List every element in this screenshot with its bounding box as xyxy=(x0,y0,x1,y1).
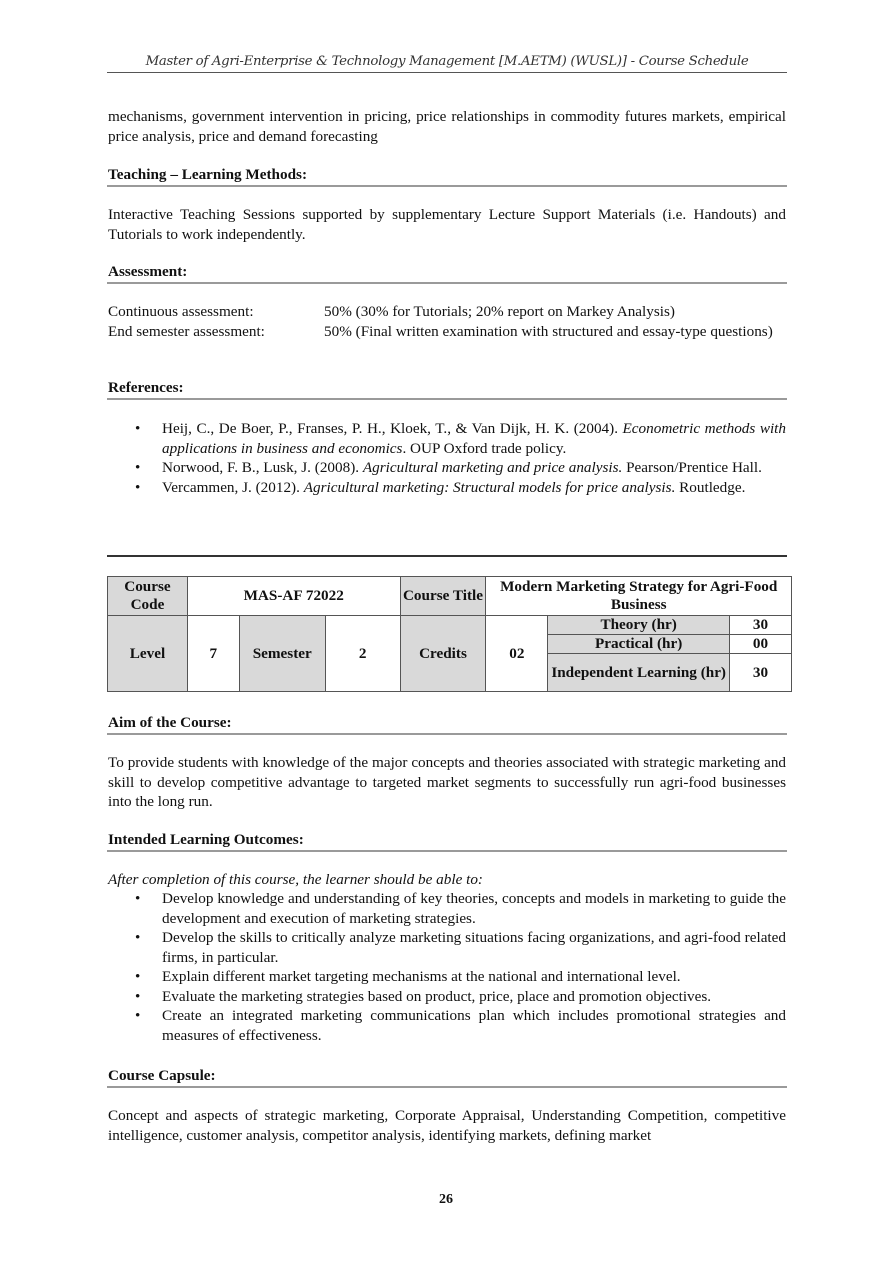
capsule-continued-text: mechanisms, government intervention in pricing, price relationships in commodity futures markets, empirical price analysis, price and demand forecasting xyxy=(108,108,786,145)
reference-title: Econometric methods with applications in business and economics xyxy=(162,420,786,457)
bullet-icon: • xyxy=(135,478,141,496)
reference-title: Agricultural marketing: Structural models for price analysis. xyxy=(303,478,676,496)
course-title-value: Modern Marketing Strategy for Agri-Food Business xyxy=(486,577,792,616)
assessment-value: 50% (Final written examination with structured and essay-type questions) xyxy=(324,322,773,340)
bullet-icon: • xyxy=(135,987,141,1005)
capsule-text: Concept and aspects of strategic marketing, Corporate Appraisal, Understanding Competition, competitive intelligence, customer analysis, competitor analysis, identifying markets, defining market xyxy=(108,1107,786,1144)
ilo-text: Develop knowledge and understanding of key theories, concepts and models in marketing to guide the development and execution of marketing strategies. xyxy=(162,890,786,927)
semester-value: 2 xyxy=(325,616,400,692)
semester-label: Semester xyxy=(239,616,325,692)
reference-item xyxy=(108,419,786,458)
assessment-heading: Assessment: xyxy=(108,263,188,280)
reference-publisher: Pearson/Prentice Hall. xyxy=(622,459,762,476)
course-title-label: Course Title xyxy=(400,577,486,616)
bullet-icon: • xyxy=(135,459,141,476)
reference-publisher: Routledge. xyxy=(675,478,746,496)
teaching-methods-heading: Teaching – Learning Methods: xyxy=(108,166,308,183)
aim-heading: Aim of the Course: xyxy=(108,714,232,731)
assessment-label: End semester assessment: xyxy=(108,322,265,340)
heading-rule xyxy=(107,185,787,187)
assessment-list xyxy=(108,302,786,341)
bullet-icon: • xyxy=(135,968,141,985)
bullet-icon: • xyxy=(135,420,141,437)
course-info-table xyxy=(107,576,792,692)
references-list xyxy=(108,419,786,497)
credits-value: 02 xyxy=(486,616,548,692)
reference-item xyxy=(108,458,786,478)
course-code-value: MAS-AF 72022 xyxy=(187,577,400,616)
assessment-value: 50% (30% for Tutorials; 20% report on Markey Analysis) xyxy=(324,303,675,320)
heading-rule xyxy=(107,282,787,284)
ilo-intro: After completion of this course, the learner should be able to: xyxy=(108,871,483,888)
ilo-text: Evaluate the marketing strategies based on product, price, place and promotion objectives. xyxy=(162,987,712,1005)
ilo-item xyxy=(108,987,786,1007)
practical-hours-value: 00 xyxy=(730,635,792,654)
course-separator-rule xyxy=(107,555,787,557)
reference-item xyxy=(108,478,786,498)
reference-authors: Norwood, F. B., Lusk, J. (2008). xyxy=(162,459,363,476)
independent-learning-value: 30 xyxy=(730,654,792,692)
header-rule xyxy=(107,72,787,73)
references-heading: References: xyxy=(108,379,184,396)
reference-authors: Heij, C., De Boer, P., Franses, P. H., Kloek, T., & Van Dijk, H. K. (2004). xyxy=(162,420,623,437)
bullet-icon: • xyxy=(135,929,141,946)
reference-publisher: . OUP Oxford trade policy. xyxy=(402,439,567,457)
teaching-methods-text: Interactive Teaching Sessions supported by supplementary Lecture Support Materials (i.e. Handouts) and Tutorials to work independently. xyxy=(108,206,786,243)
ilo-text: Create an integrated marketing communications plan which includes promotional strategies and measures of effectiveness. xyxy=(162,1007,786,1044)
ilo-text: Explain different market targeting mechanisms at the national and international level. xyxy=(162,968,681,985)
course-code-label: Course Code xyxy=(108,577,188,616)
theory-hours-label: Theory (hr) xyxy=(548,616,730,635)
ilo-item xyxy=(108,967,786,987)
ilo-list xyxy=(108,889,786,1045)
bullet-icon: • xyxy=(135,1007,141,1024)
ilo-item xyxy=(108,1006,786,1045)
capsule-heading: Course Capsule: xyxy=(108,1067,216,1084)
ilo-item xyxy=(108,928,786,967)
assessment-label: Continuous assessment: xyxy=(108,303,254,320)
level-label: Level xyxy=(108,616,188,692)
page-number: 26 xyxy=(439,1192,453,1207)
heading-rule xyxy=(107,850,787,852)
running-head: Master of Agri-Enterprise & Technology Management [M.AETM) (WUSL)] - Course Schedule xyxy=(145,54,749,69)
assessment-row xyxy=(108,322,786,342)
bullet-icon: • xyxy=(135,890,141,907)
ilo-text: Develop the skills to critically analyze marketing situations facing organizations, and agri-food related firms, in particular. xyxy=(162,929,786,966)
reference-authors: Vercammen, J. (2012). xyxy=(162,478,304,496)
heading-rule xyxy=(107,1086,787,1088)
heading-rule xyxy=(107,398,787,400)
theory-hours-value: 30 xyxy=(730,616,792,635)
ilo-heading: Intended Learning Outcomes: xyxy=(108,831,304,848)
practical-hours-label: Practical (hr) xyxy=(548,635,730,654)
aim-text: To provide students with knowledge of the major concepts and theories associated with strategic marketing and skill to develop competitive advantage to targeted market segments to successfully run agri-food businesses into the long run. xyxy=(108,754,786,810)
independent-learning-label: Independent Learning (hr) xyxy=(548,654,730,692)
credits-label: Credits xyxy=(400,616,486,692)
reference-title: Agricultural marketing and price analysis. xyxy=(362,459,623,476)
ilo-item xyxy=(108,889,786,928)
level-value: 7 xyxy=(187,616,239,692)
assessment-row xyxy=(108,302,786,322)
heading-rule xyxy=(107,733,787,735)
